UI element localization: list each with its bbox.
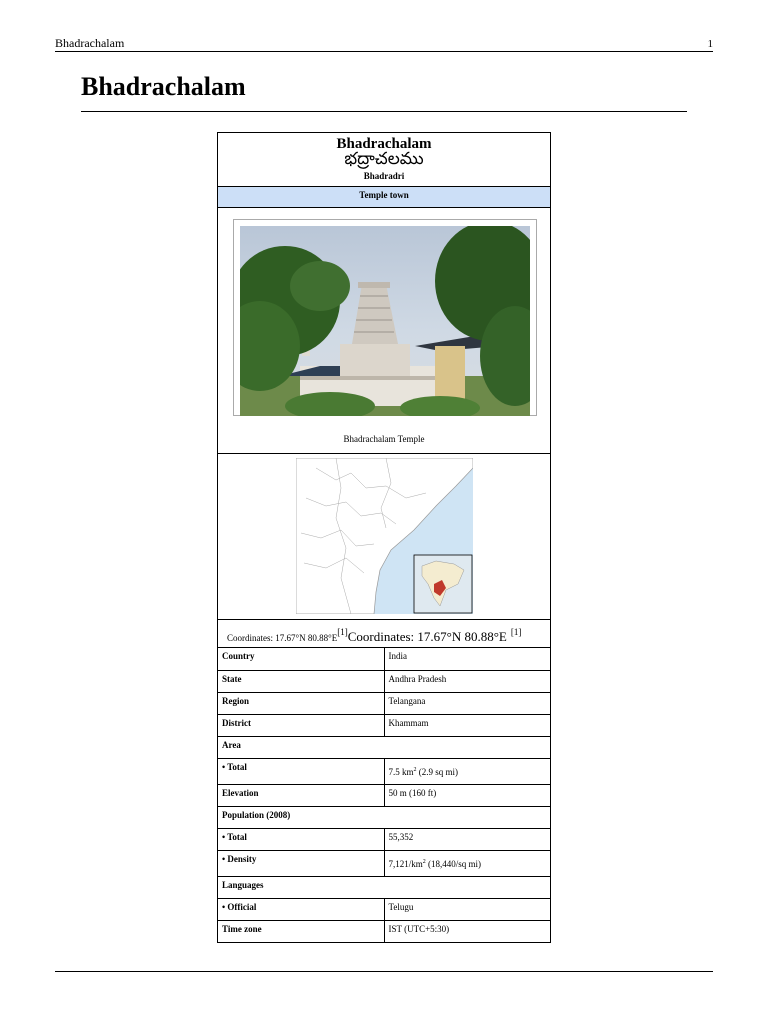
row-population-heading — [218, 806, 550, 828]
row-label: Country — [222, 651, 255, 661]
page-title: Bhadrachalam — [81, 72, 687, 112]
row-value: 55,352 — [384, 828, 550, 850]
row-label: Elevation — [218, 784, 384, 806]
row-value: 50 m (160 ft) — [384, 784, 550, 806]
infobox-name: Bhadrachalam — [336, 136, 432, 152]
locator-map[interactable] — [296, 458, 473, 614]
image-caption: Bhadrachalam Temple — [343, 434, 425, 444]
row-population-density — [218, 850, 550, 876]
row-area-total — [218, 758, 550, 784]
infobox-native-name: భద్రాచలము — [344, 149, 424, 169]
row-label: • Total — [218, 828, 384, 850]
running-title: Bhadrachalam — [55, 36, 125, 50]
row-label: District — [218, 714, 384, 736]
photo-frame — [233, 219, 537, 416]
coordinates-large[interactable]: Coordinates: 17.67°N 80.88°E — [347, 629, 507, 644]
row-time-zone — [218, 920, 550, 942]
row-label: Region — [218, 692, 384, 714]
row-label: State — [218, 670, 384, 692]
row-country — [218, 648, 550, 670]
row-language-official — [218, 898, 550, 920]
coordinates-ref-2[interactable]: [1] — [510, 627, 522, 637]
row-languages-heading — [218, 876, 550, 898]
temple-photo[interactable] — [240, 226, 530, 416]
row-value[interactable]: Khammam — [384, 714, 550, 736]
row-value: 7.5 $km^2$ (2.9 sq mi) — [384, 758, 550, 784]
infobox-settlement-type: Temple town — [218, 186, 550, 208]
infobox-other-name: Bhadradri — [363, 171, 405, 181]
locator-map-drawing — [296, 458, 473, 614]
row-state — [218, 670, 550, 692]
footer-rule — [55, 971, 713, 972]
coordinates-row — [218, 620, 550, 648]
row-heading: Population (2008) — [218, 806, 550, 828]
row-region — [218, 692, 550, 714]
infobox — [217, 132, 551, 943]
row-population-total — [218, 828, 550, 850]
row-value: $7,121/km^2$ (18,440/sq mi) — [384, 850, 550, 876]
temple-photo-drawing — [240, 226, 530, 416]
row-district — [218, 714, 550, 736]
row-value[interactable]: Telangana — [384, 692, 550, 714]
row-label: • Official — [218, 898, 384, 920]
row-elevation — [218, 784, 550, 806]
infobox-header — [218, 133, 550, 186]
coordinates-ref-1[interactable]: [1] — [337, 627, 348, 637]
row-label: • Density — [218, 850, 384, 876]
row-value[interactable]: Andhra Pradesh — [384, 670, 550, 692]
row-value[interactable]: India — [384, 648, 550, 670]
row-label: • Total — [218, 758, 384, 784]
running-header — [55, 36, 713, 52]
row-label: Time zone — [218, 920, 384, 942]
row-value[interactable]: IST (UTC+5:30) — [384, 920, 550, 942]
row-heading: Area — [218, 736, 550, 758]
coordinates-small[interactable]: Coordinates: 17.67°N 80.88°E — [227, 633, 338, 643]
infobox-map-cell — [218, 454, 550, 620]
infobox-image-cell — [218, 208, 550, 454]
row-value[interactable]: Telugu — [384, 898, 550, 920]
page-number: 1 — [707, 38, 713, 50]
infobox-fields — [218, 648, 550, 942]
row-heading: Languages — [218, 876, 550, 898]
row-area-heading — [218, 736, 550, 758]
